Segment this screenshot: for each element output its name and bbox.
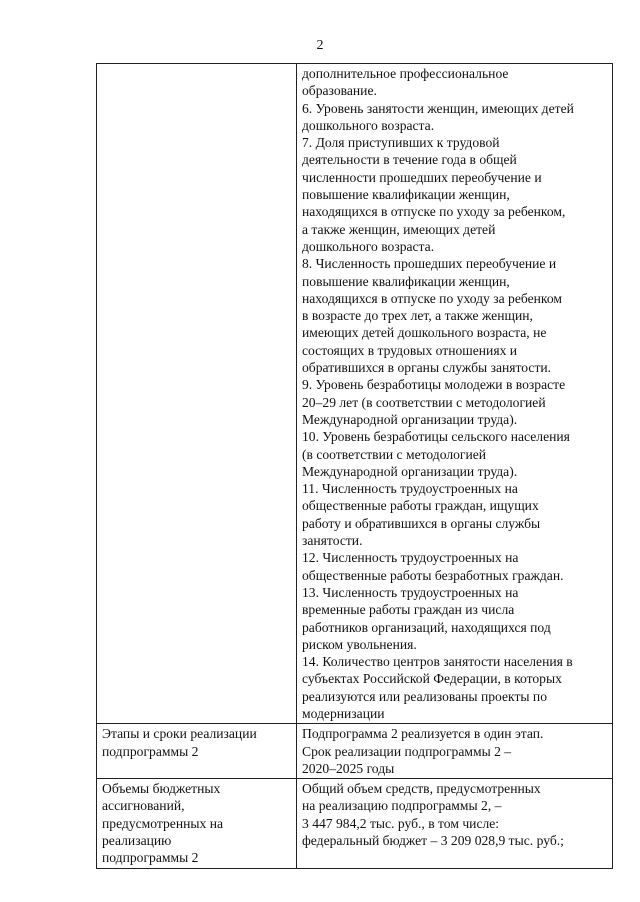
- table-row: [97, 64, 613, 724]
- cell-text-line: 12. Численность трудоустроенных на: [302, 550, 519, 566]
- cell-text-line: Общий объем средств, предусмотренных: [302, 781, 541, 797]
- cell-text-line: Этапы и сроки реализации: [102, 726, 257, 742]
- cell-text-line: общественные работы граждан, ищущих: [302, 498, 539, 514]
- budget-value-cell: [297, 779, 613, 868]
- cell-text-line: риском увольнения.: [302, 636, 417, 652]
- table-row: [97, 779, 613, 868]
- cell-text-line: повышение квалификации женщин,: [302, 187, 510, 203]
- cell-text-line: Международной организации труда).: [302, 463, 518, 479]
- cell-text-line: деятельности в течение года в общей: [302, 152, 517, 168]
- cell-text-line: 9. Уровень безработицы молодежи в возрасте: [302, 377, 566, 393]
- cell-text-line: Срок реализации подпрограммы 2 –: [302, 743, 512, 759]
- cell-text-line: федеральный бюджет – 3 209 028,9 тыс. руб.;: [302, 833, 564, 849]
- indicators-list-cell: [297, 64, 613, 724]
- cell-text-line: (в соответствии с методологией: [302, 446, 487, 462]
- cell-text-line: реализацию: [102, 833, 172, 849]
- cell-text-line: состоящих в трудовых отношениях и: [302, 342, 518, 358]
- cell-text-line: 13. Численность трудоустроенных на: [302, 584, 519, 600]
- cell-text-line: работу и обратившихся в органы службы: [302, 515, 541, 531]
- cell-text-line: общественные работы безработных граждан.: [302, 567, 564, 583]
- cell-text-line: 10. Уровень безработицы сельского населения: [302, 429, 570, 445]
- cell-text-line: а также женщин, имеющих детей: [302, 221, 496, 237]
- cell-text-line: дошкольного возраста.: [302, 238, 435, 254]
- cell-text-line: предусмотренных на: [102, 815, 224, 831]
- cell-text-line: образование.: [302, 83, 377, 99]
- cell-text-line: работников организаций, находящихся под: [302, 619, 551, 635]
- table-row: [97, 724, 613, 779]
- stages-value-cell: [297, 724, 613, 779]
- cell-text-line: Международной организации труда).: [302, 411, 518, 427]
- budget-label-cell: [97, 779, 297, 868]
- cell-text-line: подпрограммы 2: [102, 850, 199, 866]
- cell-text-line: имеющих детей дошкольного возраста, не: [302, 325, 547, 341]
- cell-text-line: дошкольного возраста.: [302, 117, 435, 133]
- cell-text-line: повышение квалификации женщин,: [302, 273, 510, 289]
- cell-text-line: 20–29 лет (в соответствии с методологией: [302, 394, 546, 410]
- cell-text-line: Объемы бюджетных: [102, 781, 221, 797]
- cell-text-line: 2020–2025 годы: [302, 760, 395, 776]
- cell-text-line: временные работы граждан из числа: [302, 602, 515, 618]
- cell-text-line: дополнительное профессиональное: [302, 66, 509, 81]
- cell-text-line: обратившихся в органы службы занятости.: [302, 360, 552, 376]
- cell-text-line: 3 447 984,2 тыс. руб., в том числе:: [302, 815, 500, 831]
- cell-text-line: Подпрограмма 2 реализуется в один этап.: [302, 726, 544, 742]
- row-label-cell: [97, 64, 297, 724]
- stages-label-cell: [97, 724, 297, 779]
- subprogram-passport-table: [96, 63, 613, 869]
- cell-text-line: численности прошедших переобучение и: [302, 169, 542, 185]
- cell-text-line: 8. Численность прошедших переобучение и: [302, 256, 557, 272]
- cell-text-line: на реализацию подпрограммы 2, –: [302, 798, 502, 814]
- cell-text-line: ассигнований,: [102, 798, 185, 814]
- cell-text-line: находящихся в отпуске по уходу за ребенком: [302, 290, 562, 306]
- cell-text-line: субъектах Российской Федерации, в которых: [302, 671, 562, 687]
- cell-text-line: 11. Численность трудоустроенных на: [302, 481, 518, 497]
- cell-text-line: занятости.: [302, 533, 363, 549]
- cell-text-line: 7. Доля приступивших к трудовой: [302, 135, 500, 151]
- cell-text-line: 14. Количество центров занятости населения в: [302, 654, 573, 670]
- cell-text-line: модернизации: [302, 705, 385, 721]
- cell-text-line: реализуются или реализованы проекты по: [302, 688, 547, 704]
- cell-text-line: 6. Уровень занятости женщин, имеющих детей: [302, 100, 574, 116]
- cell-text-line: находящихся в отпуске по уходу за ребенком,: [302, 204, 566, 220]
- cell-text-line: подпрограммы 2: [102, 743, 199, 759]
- cell-text-line: в возрасте до трех лет, а также женщин,: [302, 308, 533, 324]
- page-number: 2: [316, 38, 324, 53]
